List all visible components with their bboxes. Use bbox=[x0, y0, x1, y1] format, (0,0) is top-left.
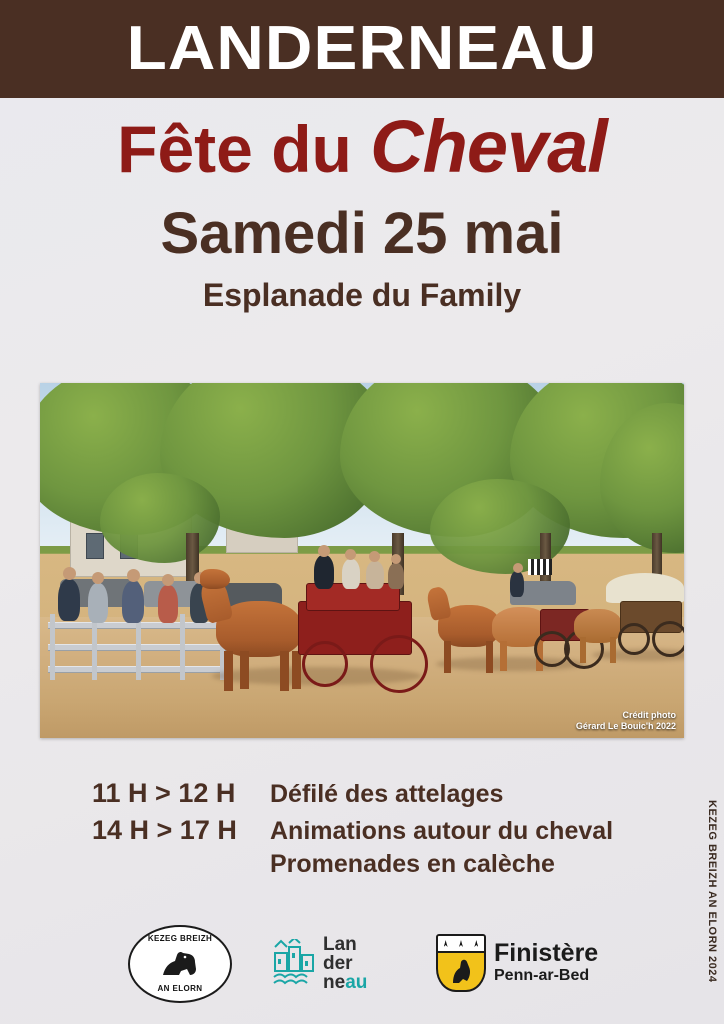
schedule-label: Promenades en calèche bbox=[270, 850, 555, 878]
passenger-head bbox=[369, 551, 380, 562]
carriage-passenger bbox=[388, 563, 404, 589]
event-title bbox=[0, 105, 724, 188]
schedule-list bbox=[92, 778, 652, 885]
landerneau-line-3b: au bbox=[345, 971, 368, 993]
schedule-label: Animations autour du cheval bbox=[270, 817, 614, 845]
kezeg-oval bbox=[128, 925, 232, 1003]
landerneau-line-3a: ne bbox=[323, 971, 346, 993]
finistere-shield-icon bbox=[436, 934, 486, 992]
passenger-head bbox=[391, 554, 401, 564]
logo-kezeg-breizh[interactable] bbox=[128, 926, 232, 1002]
spectator bbox=[88, 583, 108, 623]
horse-leg bbox=[580, 637, 586, 663]
horse-neck bbox=[426, 586, 452, 621]
window bbox=[86, 533, 104, 559]
horse-leg bbox=[500, 641, 507, 671]
crowd-barrier bbox=[48, 614, 228, 680]
carriage-wheel bbox=[618, 623, 650, 655]
horse-leg bbox=[280, 651, 289, 691]
event-photo bbox=[40, 383, 684, 738]
spectator-head bbox=[92, 572, 104, 584]
landerneau-bridge-icon bbox=[272, 939, 316, 987]
carriage-wheel bbox=[652, 621, 684, 657]
horse-leg bbox=[486, 641, 493, 673]
photo-credit bbox=[576, 710, 676, 733]
logo-landerneau[interactable] bbox=[272, 928, 402, 998]
spectator bbox=[58, 579, 80, 621]
photo-credit-line1: Crédit photo bbox=[622, 709, 676, 720]
passenger-head bbox=[345, 549, 356, 560]
kezeg-top-text: KEZEG BREIZH bbox=[147, 934, 213, 943]
tree-canopy bbox=[100, 473, 220, 563]
horse-leg bbox=[444, 641, 451, 673]
landerneau-line-2: der bbox=[323, 952, 353, 974]
event-title-prefix: Fête du bbox=[117, 112, 371, 186]
carriage-passenger bbox=[366, 561, 384, 589]
event-venue: Esplanade du Family bbox=[202, 276, 522, 313]
header-band bbox=[0, 0, 724, 98]
horse-icon bbox=[159, 949, 201, 979]
photo-scene bbox=[40, 383, 684, 738]
horse-leg bbox=[240, 651, 249, 689]
carriage-wheel bbox=[302, 641, 348, 687]
landerneau-wordmark bbox=[323, 935, 367, 992]
schedule-time: 11 H > 12 H bbox=[92, 778, 236, 808]
schedule-row bbox=[92, 815, 652, 846]
carriage-driver bbox=[314, 555, 334, 589]
spectator-head bbox=[127, 569, 140, 582]
logo-bar bbox=[0, 920, 724, 1002]
horse-leg bbox=[292, 651, 301, 689]
photo-credit-line2: Gérard Le Bouic'h 2022 bbox=[575, 720, 676, 731]
kezeg-bottom-text: AN ELORN bbox=[157, 984, 203, 993]
spectator bbox=[158, 585, 178, 623]
event-date: Samedi 25 mai bbox=[160, 200, 564, 266]
schedule-row bbox=[92, 778, 652, 809]
schedule-time: 14 H > 17 H bbox=[92, 815, 237, 845]
carriage-passenger bbox=[342, 559, 360, 589]
driver-head bbox=[318, 545, 330, 557]
horse-leg bbox=[610, 637, 616, 663]
finistere-name: Finistère bbox=[494, 938, 599, 967]
carriage-driver bbox=[510, 571, 524, 597]
lion-icon bbox=[449, 957, 473, 985]
breton-flag-icon bbox=[528, 559, 552, 575]
landerneau-line-3 bbox=[323, 973, 367, 992]
ermine-chief bbox=[438, 936, 484, 953]
carriage-wheel bbox=[370, 635, 428, 693]
horse-leg bbox=[224, 651, 233, 691]
side-credit: KEZEG BREIZH AN ELORN 2024 bbox=[706, 800, 718, 983]
landerneau-line-1: Lan bbox=[323, 933, 357, 955]
carriage-canopy bbox=[606, 573, 684, 603]
finistere-wordmark bbox=[494, 938, 599, 985]
event-title-emphasis: Cheval bbox=[370, 105, 607, 188]
schedule-row bbox=[92, 850, 652, 879]
title-block bbox=[0, 105, 724, 314]
finistere-subtitle: Penn-ar-Bed bbox=[494, 966, 590, 984]
schedule-label: Défilé des attelages bbox=[270, 780, 504, 808]
spectator-head bbox=[63, 567, 76, 580]
horse-head bbox=[200, 569, 230, 589]
city-title: LANDERNEAU bbox=[126, 14, 598, 83]
spectator bbox=[122, 581, 144, 623]
spectator-head bbox=[162, 574, 174, 586]
driver-head bbox=[513, 563, 523, 573]
logo-finistere[interactable] bbox=[436, 932, 616, 994]
